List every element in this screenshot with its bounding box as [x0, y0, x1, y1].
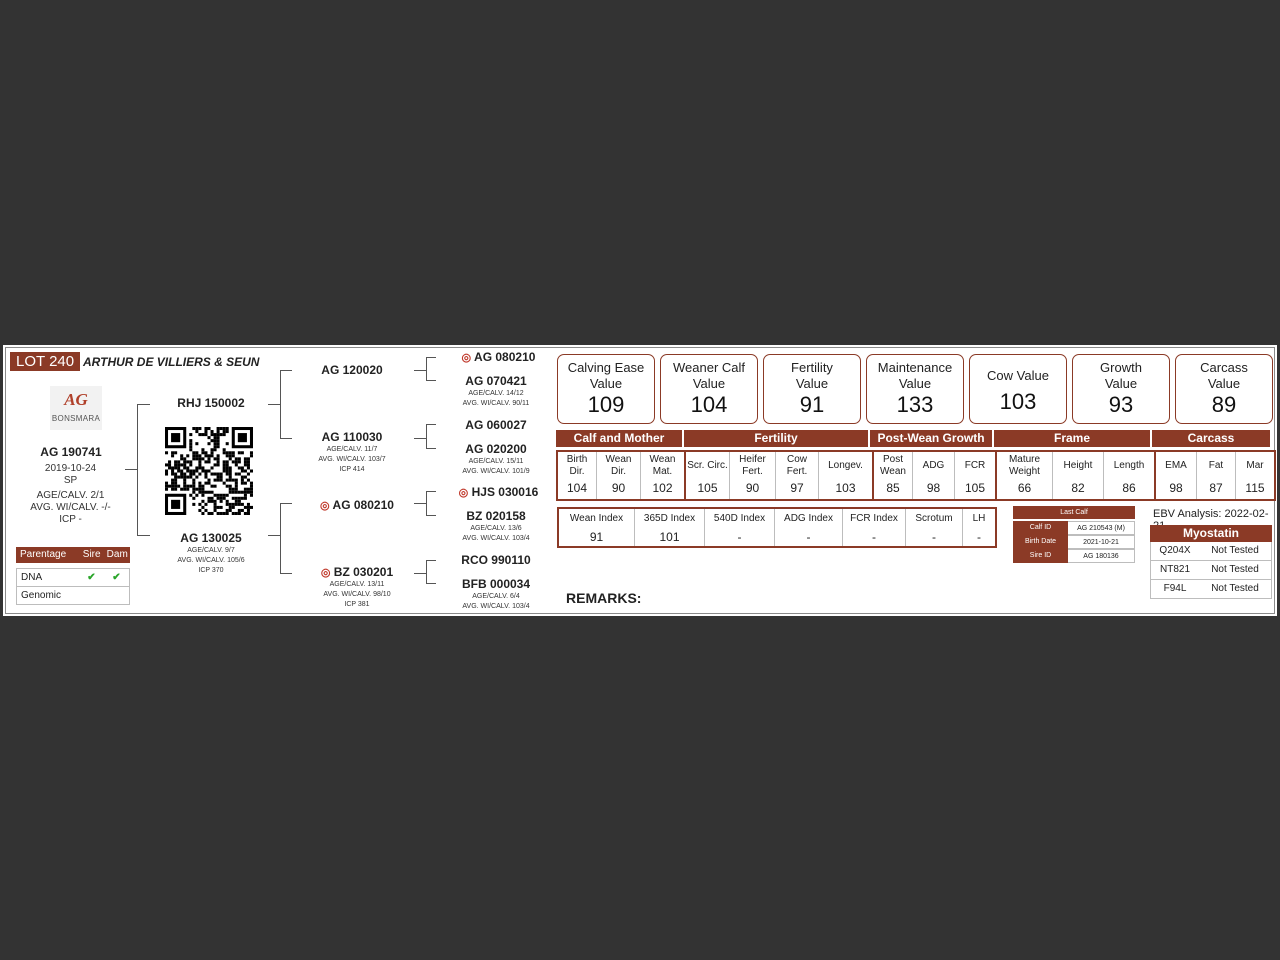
parentage-header-label: Parentage [20, 549, 67, 560]
trait-value: 98 [1169, 481, 1183, 495]
pedigree-connector [426, 448, 436, 449]
index-cell [843, 509, 906, 546]
qr-code[interactable] [165, 427, 253, 515]
pedigree-connector [137, 404, 138, 535]
trait-cell [1104, 452, 1156, 499]
target-icon: ◎ [320, 500, 330, 512]
trait-label: FCR [964, 460, 986, 471]
lot-card-border [5, 347, 1275, 614]
value-box-fertility [763, 354, 861, 424]
breed-logo [50, 386, 102, 430]
value-number: 133 [896, 392, 934, 417]
pedigree-connector [426, 560, 436, 561]
ggd-1-age-calv: AGE/CALV. 14/12 [468, 390, 524, 397]
pedigree-connector [137, 404, 150, 405]
ggs-1 [446, 350, 551, 364]
value-title: Calving Ease [567, 360, 645, 375]
pedigree-connector [125, 469, 137, 470]
index-value: - [977, 530, 981, 544]
value-subtitle: Value [795, 376, 829, 391]
animal-age-calv: AGE/CALV. 2/1 [36, 490, 105, 501]
pedigree-connector [268, 404, 280, 405]
target-icon: ◎ [320, 567, 331, 579]
animal-icp: ICP - [59, 514, 82, 525]
lot-card [3, 345, 1277, 616]
parentage-row-dam [104, 587, 129, 604]
ebv-analysis-date: EBV Analysis: 2022-02- [1153, 508, 1269, 520]
trait-cell [955, 452, 997, 499]
trait-value: 105 [964, 481, 986, 495]
ggs-2-id: AG 060027 [465, 418, 527, 432]
ggd-3-id: BZ 020158 [466, 509, 526, 523]
last-calf-label: Birth Date [1013, 535, 1068, 549]
value-box-carcass [1175, 354, 1273, 424]
value-number: 93 [1108, 392, 1134, 417]
trait-cell [641, 452, 686, 499]
logo-text: BONSMARA [51, 414, 101, 423]
value-subtitle: Value [589, 376, 623, 391]
value-title: Growth [1100, 360, 1142, 375]
last-calf-label: Calf ID [1013, 521, 1068, 535]
index-value: - [806, 530, 811, 544]
trait-value: 66 [1017, 481, 1032, 495]
granddam-paternal-avg-wi: AVG. WI/CALV. 103/7 [318, 456, 386, 463]
pedigree-connector [414, 370, 426, 371]
ggd-2-age-calv: AGE/CALV. 15/11 [468, 458, 524, 465]
trait-label: EMA [1165, 460, 1187, 471]
index-label: Scrotum [915, 513, 953, 524]
trait-value: 85 [886, 481, 900, 495]
last-calf-label: Sire ID [1013, 549, 1068, 563]
parentage-row-sire [79, 587, 104, 604]
pedigree-connector [426, 515, 436, 516]
trait-value: 98 [926, 481, 941, 495]
pedigree-connector [426, 424, 427, 448]
value-title: Fertility [791, 360, 833, 375]
trait-label: Mature Weight [1008, 454, 1041, 477]
trait-label: ADG [922, 460, 945, 471]
trait-cell [776, 452, 819, 499]
myostatin-marker: Q204X [1159, 545, 1191, 556]
index-cell [705, 509, 775, 546]
trait-value: 90 [611, 481, 626, 495]
pedigree-connector [426, 560, 427, 583]
animal-avg-wi: AVG. WI/CALV. -/- [30, 502, 111, 513]
pedigree-connector [280, 503, 281, 573]
parentage-header [16, 547, 130, 563]
sire-id: RHJ 150002 [177, 396, 245, 410]
pedigree-connector [280, 438, 292, 439]
index-label: Wean Index [569, 513, 624, 524]
myostatin-row [1150, 561, 1272, 580]
last-calf-value: AG 180136 [1068, 549, 1135, 563]
parentage-row-dna [16, 568, 130, 587]
ggd-4-age-calv: AGE/CALV. 6/4 [472, 593, 520, 600]
value-number: 91 [799, 392, 825, 417]
dam-id: AG 130025 [180, 531, 242, 545]
trait-label: Length [1113, 460, 1145, 471]
granddam-maternal [302, 565, 412, 579]
trait-cell [1236, 452, 1274, 499]
value-number: 103 [999, 389, 1037, 414]
trait-label: Fat [1208, 460, 1224, 471]
index-label: ADG Index [784, 513, 833, 524]
trait-label: Longev. [828, 460, 863, 471]
value-subtitle: Value [692, 376, 726, 391]
index-cell [559, 509, 635, 546]
value-title: Carcass [1200, 360, 1248, 375]
animal-code: SP [63, 475, 78, 486]
trait-label: Height [1063, 460, 1093, 471]
trait-value: 102 [652, 481, 673, 495]
trait-label: Scr. Circ. [687, 460, 728, 471]
pedigree-connector [414, 438, 426, 439]
parentage-row-genomic [16, 587, 130, 605]
trait-label: Wean Mat. [649, 454, 676, 477]
index-value: 101 [659, 530, 680, 544]
myostatin-status: Not Tested [1211, 545, 1259, 556]
trait-cell [1053, 452, 1104, 499]
category-calf-mother: Calf and Mother [556, 430, 682, 447]
index-cell [635, 509, 705, 546]
myostatin-row [1150, 542, 1272, 561]
parentage-header-sire: Sire [82, 549, 101, 560]
last-calf-row [1013, 535, 1135, 549]
trait-value: 90 [745, 481, 760, 495]
category-fertility: Fertility [684, 430, 868, 447]
ggs-3 [446, 485, 551, 499]
index-value: 91 [589, 530, 604, 544]
trait-cell [1197, 452, 1236, 499]
last-calf-title: Last Calf [1013, 506, 1135, 519]
ggs-1-id: AG 080210 [474, 350, 536, 364]
trait-cell [819, 452, 874, 499]
myostatin-row [1150, 580, 1272, 599]
myostatin-title: Myostatin [1150, 525, 1272, 542]
index-label: 540D Index [713, 513, 766, 524]
granddam-maternal-age-calv: AGE/CALV. 13/11 [329, 581, 385, 588]
trait-value: 105 [697, 481, 718, 495]
last-calf-table [1013, 506, 1135, 563]
ggd-3-age-calv: AGE/CALV. 13/6 [470, 525, 522, 532]
index-label: LH [972, 513, 986, 524]
trait-cell [874, 452, 913, 499]
trait-cell [686, 452, 730, 499]
dam-icp: ICP 370 [198, 567, 224, 574]
ggd-3-avg-wi: AVG. WI/CALV. 103/4 [462, 535, 530, 542]
grandsire-maternal-id: AG 080210 [332, 498, 394, 512]
trait-value: 115 [1245, 481, 1265, 495]
pedigree-connector [426, 357, 436, 358]
myostatin-marker: F94L [1163, 583, 1187, 594]
grandsire-maternal [302, 498, 412, 512]
value-box-weaner-calf [660, 354, 758, 424]
trait-cell [1156, 452, 1197, 499]
index-cell [963, 509, 995, 546]
value-subtitle: Value [898, 376, 932, 391]
pedigree-connector [414, 503, 426, 504]
trait-value: 82 [1071, 481, 1085, 495]
parentage-row-label: DNA [21, 572, 43, 583]
index-grid [557, 507, 997, 548]
granddam-maternal-avg-wi: AVG. WI/CALV. 98/10 [323, 591, 391, 598]
parentage-header-dam: Dam [106, 549, 128, 560]
dam-avg-wi: AVG. WI/CALV. 105/6 [177, 557, 245, 564]
qr-code-image [165, 427, 253, 515]
pedigree-connector [426, 380, 436, 381]
trait-label: Wean Dir. [605, 454, 632, 477]
index-cell [775, 509, 843, 546]
myostatin-table [1150, 525, 1272, 599]
animal-id: AG 190741 [40, 445, 102, 459]
pedigree-connector [280, 370, 292, 371]
animal-birth-date: 2019-10-24 [44, 463, 97, 474]
ebv-trait-grid [556, 450, 1276, 501]
trait-label: Heifer Fert. [739, 454, 766, 477]
trait-value: 97 [790, 481, 804, 495]
ggd-4-id: BFB 000034 [461, 577, 531, 591]
category-post-wean: Post-Wean Growth [870, 430, 992, 447]
trait-cell [597, 452, 641, 499]
value-subtitle: Value [1207, 376, 1241, 391]
last-calf-row [1013, 521, 1135, 535]
value-title: Weaner Calf [672, 360, 745, 375]
value-title: Cow Value [987, 368, 1049, 383]
index-cell [906, 509, 963, 546]
trait-value: 86 [1122, 481, 1136, 495]
parentage-table [16, 547, 130, 605]
index-value: - [737, 530, 742, 544]
pedigree-connector [426, 491, 427, 515]
value-number: 104 [690, 392, 728, 417]
ggd-4-avg-wi: AVG. WI/CALV. 103/4 [462, 603, 530, 610]
target-icon: ◎ [461, 352, 472, 364]
trait-label: Post Wean [880, 454, 906, 477]
breeder-name: ARTHUR DE VILLIERS & SEUN [83, 355, 260, 369]
granddam-maternal-id: BZ 030201 [333, 565, 394, 579]
parentage-row-label: Genomic [21, 590, 62, 601]
index-value: - [872, 530, 876, 544]
logo-mark: AG [64, 390, 88, 409]
dam-check-icon: ✔ [112, 572, 121, 583]
last-calf-row [1013, 549, 1135, 563]
granddam-maternal-icp: ICP 381 [344, 601, 370, 608]
value-number: 109 [587, 392, 625, 417]
ggs-4-id: RCO 990110 [461, 553, 531, 567]
pedigree-connector [268, 535, 280, 536]
pedigree-connector [426, 424, 436, 425]
last-calf-value: 2021-10-21 [1068, 535, 1135, 549]
pedigree-connector [426, 491, 436, 492]
trait-cell [997, 452, 1053, 499]
granddam-paternal-age-calv: AGE/CALV. 11/7 [326, 446, 378, 453]
remarks-label: REMARKS: [566, 590, 642, 606]
value-subtitle: Value [1104, 376, 1138, 391]
value-title: Maintenance [877, 360, 953, 375]
value-box-cow-value [969, 354, 1067, 424]
ggd-1-avg-wi: AVG. WI/CALV. 90/11 [462, 400, 530, 407]
ggd-1-id: AG 070421 [465, 374, 527, 388]
myostatin-status: Not Tested [1211, 564, 1259, 575]
last-calf-value: AG 210543 (M) [1068, 521, 1135, 535]
value-box-maintenance [866, 354, 964, 424]
ggd-2-id: AG 020200 [465, 442, 527, 456]
granddam-paternal-id: AG 110030 [321, 430, 383, 444]
trait-cell [558, 452, 597, 499]
value-box-growth [1072, 354, 1170, 424]
trait-cell [913, 452, 955, 499]
trait-value: 103 [835, 481, 856, 495]
ebv-category-header [556, 430, 1270, 447]
pedigree-connector [426, 583, 436, 584]
trait-label: Birth Dir. [566, 454, 588, 477]
pedigree-connector [137, 535, 150, 536]
pedigree-connector [280, 503, 292, 504]
granddam-paternal-icp: ICP 414 [339, 466, 365, 473]
trait-value: 87 [1209, 481, 1223, 495]
index-label: 365D Index [643, 513, 696, 524]
ggd-2-avg-wi: AVG. WI/CALV. 101/9 [462, 468, 530, 475]
myostatin-status: Not Tested [1211, 583, 1259, 594]
target-icon: ◎ [458, 487, 469, 499]
grandsire-paternal-id: AG 120020 [321, 363, 383, 377]
ggs-3-id: HJS 030016 [471, 485, 539, 499]
pedigree-connector [414, 573, 426, 574]
trait-label: Mar [1246, 460, 1264, 471]
lot-number: LOT 240 [10, 352, 80, 371]
category-frame: Frame [994, 430, 1150, 447]
index-value: - [932, 530, 936, 544]
sire-check-icon: ✔ [87, 572, 96, 583]
category-carcass: Carcass [1152, 430, 1270, 447]
value-box-calving-ease [557, 354, 655, 424]
trait-value: 104 [566, 481, 588, 495]
trait-cell [730, 452, 776, 499]
index-label: FCR Index [850, 513, 898, 524]
pedigree-connector [280, 573, 292, 574]
dam-age-calv: AGE/CALV. 9/7 [187, 547, 235, 554]
pedigree-connector [280, 370, 281, 438]
pedigree-connector [426, 357, 427, 380]
value-number: 89 [1211, 392, 1237, 417]
trait-label: Cow Fert. [786, 454, 808, 477]
myostatin-marker: NT821 [1159, 564, 1190, 575]
